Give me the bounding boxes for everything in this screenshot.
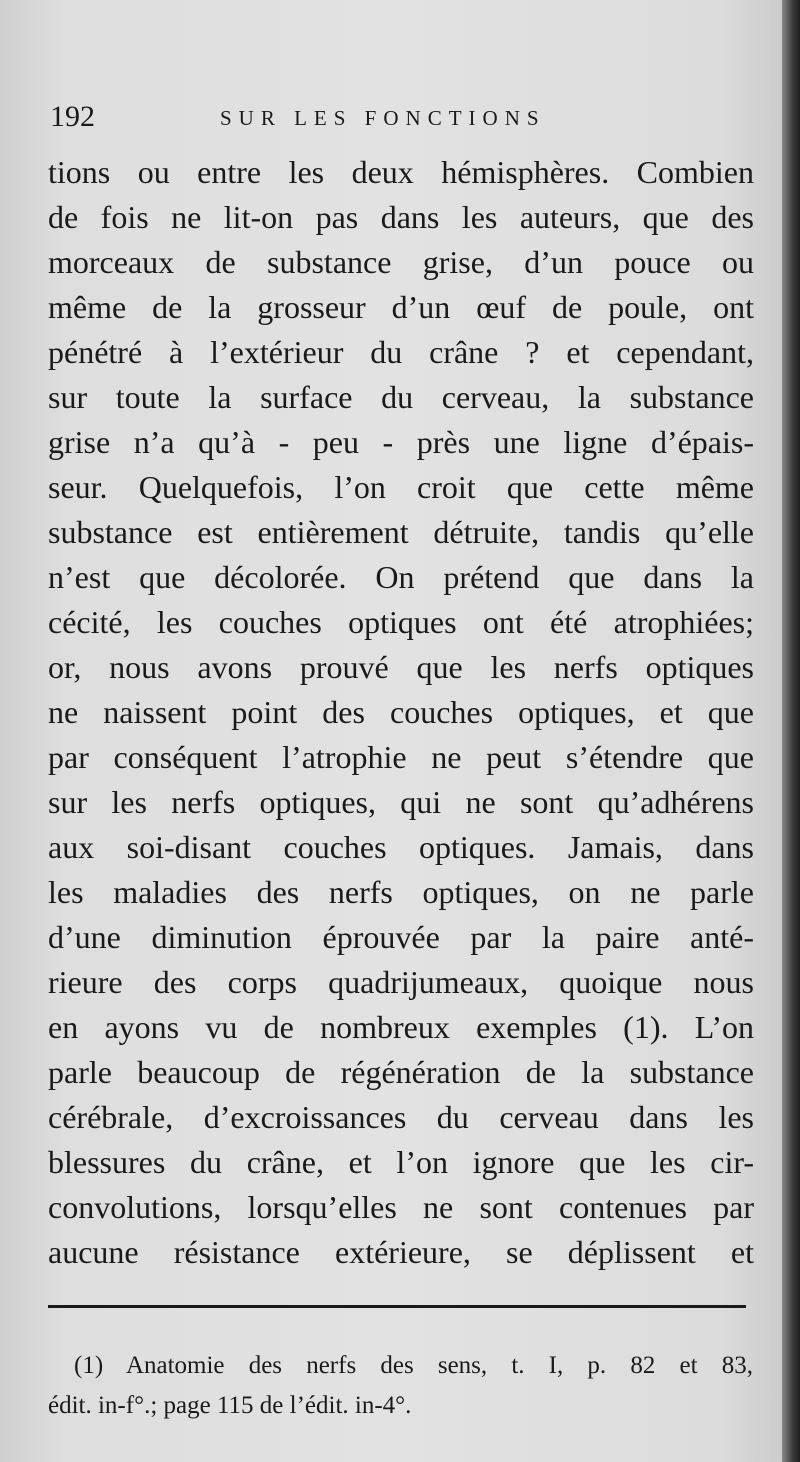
text-line: aucune résistance extérieure, se déplissent et (48, 1234, 754, 1270)
text-line: par conséquent l’atrophie ne peut s’étendre que (48, 739, 754, 775)
text-line: morceaux de substance grise, d’un pouce ou (48, 244, 754, 280)
footnote-line: (1) Anatomie des nerfs des sens, t. I, p. 82 et 83, (74, 1352, 753, 1379)
text-line: seur. Quelquefois, l’on croit que cette même (48, 469, 754, 505)
text-line: aux soi-disant couches optiques. Jamais, dans (48, 829, 754, 865)
text-line: substance est entièrement détruite, tandis qu’elle (48, 514, 754, 550)
text-line: blessures du crâne, et l’on ignore que les cir- (48, 1144, 754, 1180)
text-line: tions ou entre les deux hémisphères. Combien (48, 154, 754, 190)
text-line: en ayons vu de nombreux exemples (1). L’on (48, 1009, 754, 1045)
text-line: sur les nerfs optiques, qui ne sont qu’adhérens (48, 784, 754, 820)
page-edge-shadow (782, 0, 800, 1462)
text-line: n’est que décolorée. On prétend que dans la (48, 559, 754, 595)
text-line: or, nous avons prouvé que les nerfs optiques (48, 649, 754, 685)
text-line: cérébrale, d’excroissances du cerveau dans les (48, 1099, 754, 1135)
text-line: convolutions, lorsqu’elles ne sont contenues par (48, 1189, 754, 1225)
body-text (48, 150, 754, 1275)
text-line: même de la grosseur d’un œuf de poule, ont (48, 289, 754, 325)
running-head: SUR LES FONCTIONS (220, 106, 546, 130)
text-line: grise n’a qu’à - peu - près une ligne d’épais- (48, 424, 754, 460)
footnote (48, 1346, 753, 1426)
text-line: cécité, les couches optiques ont été atrophiées; (48, 604, 754, 640)
footnote-rule (48, 1305, 746, 1308)
text-line: d’une diminution éprouvée par la paire anté- (48, 919, 754, 955)
page-header (50, 100, 750, 140)
text-line: de fois ne lit-on pas dans les auteurs, que des (48, 199, 754, 235)
text-line: parle beaucoup de régénération de la substance (48, 1054, 754, 1090)
text-line: les maladies des nerfs optiques, on ne parle (48, 874, 754, 910)
text-line: pénétré à l’extérieur du crâne ? et cependant, (48, 334, 754, 370)
footnote-line: édit. in-f°.; page 115 de l’édit. in-4°. (48, 1392, 412, 1419)
page-number: 192 (50, 100, 95, 133)
text-line: ne naissent point des couches optiques, et que (48, 694, 754, 730)
text-line: rieure des corps quadrijumeaux, quoique nous (48, 964, 754, 1000)
text-line: sur toute la surface du cerveau, la substance (48, 379, 754, 415)
